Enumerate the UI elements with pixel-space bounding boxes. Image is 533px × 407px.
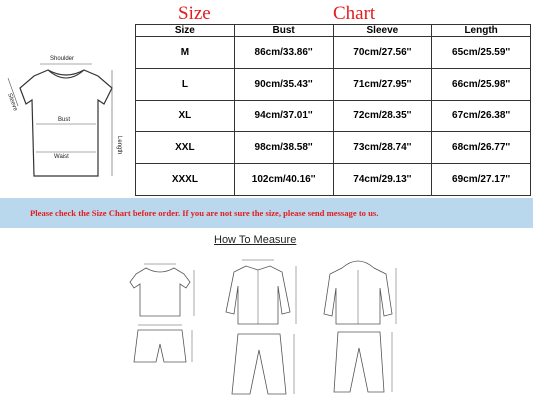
cell-size: M <box>136 37 235 69</box>
cell-sleeve: 72cm/28.35'' <box>333 100 432 132</box>
shirt-icon <box>226 260 296 324</box>
cell-sleeve: 71cm/27.95'' <box>333 68 432 100</box>
hoodie-icon <box>324 261 396 324</box>
header-length: Length <box>432 25 531 37</box>
cell-length: 67cm/26.38'' <box>432 100 531 132</box>
tshirt-measure-diagram <box>0 24 132 196</box>
cell-sleeve: 74cm/29.13'' <box>333 164 432 196</box>
cell-size: XXXL <box>136 164 235 196</box>
tshirt-outline <box>20 70 112 176</box>
trousers-icon <box>232 334 294 394</box>
cell-size: XXL <box>136 132 235 164</box>
cell-bust: 98cm/38.58'' <box>234 132 333 164</box>
how-to-measure-illustrations <box>118 246 418 402</box>
table-row <box>136 100 531 132</box>
tshirt-small-icon <box>130 264 194 316</box>
notice-banner <box>0 198 533 228</box>
notice-text: Please check the Size Chart before order. If you are not sure the size, please send message to us. <box>30 208 379 218</box>
cell-bust: 102cm/40.16'' <box>234 164 333 196</box>
cell-bust: 94cm/37.01'' <box>234 100 333 132</box>
size-table <box>135 24 531 196</box>
shorts-icon <box>134 325 192 362</box>
title-word-chart: Chart <box>333 3 376 24</box>
cell-length: 65cm/25.59'' <box>432 37 531 69</box>
table-row <box>136 164 531 196</box>
label-length: Length <box>116 136 122 155</box>
table-row <box>136 68 531 100</box>
how-to-measure-heading: How To Measure <box>214 234 297 246</box>
cell-size: L <box>136 68 235 100</box>
cell-sleeve: 73cm/28.74'' <box>333 132 432 164</box>
header-size: Size <box>136 25 235 37</box>
label-waist: Waist <box>54 154 69 160</box>
table-row <box>136 132 531 164</box>
joggers-icon <box>334 332 392 392</box>
label-sleeve: Sleeve <box>6 92 19 112</box>
label-shoulder: Shoulder <box>50 56 75 62</box>
header-sleeve: Sleeve <box>333 25 432 37</box>
table-row <box>136 37 531 69</box>
title-word-size: Size <box>178 3 211 24</box>
cell-size: XL <box>136 100 235 132</box>
cell-length: 66cm/25.98'' <box>432 68 531 100</box>
header-bust: Bust <box>234 25 333 37</box>
table-header-row <box>136 25 531 37</box>
cell-length: 69cm/27.17'' <box>432 164 531 196</box>
cell-bust: 86cm/33.86'' <box>234 37 333 69</box>
size-chart-title <box>0 3 533 25</box>
label-bust: Bust <box>58 117 71 123</box>
cell-sleeve: 70cm/27.56'' <box>333 37 432 69</box>
cell-length: 68cm/26.77'' <box>432 132 531 164</box>
cell-bust: 90cm/35.43'' <box>234 68 333 100</box>
